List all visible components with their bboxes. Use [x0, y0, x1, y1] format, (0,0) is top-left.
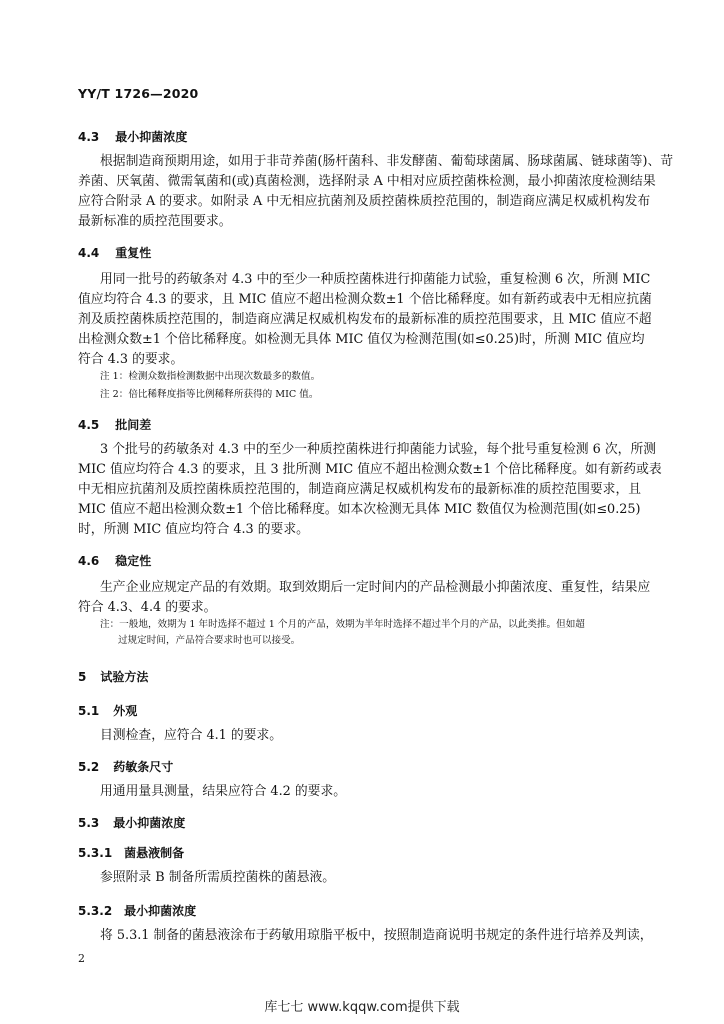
- paragraph-line: MIC 值应均符合 4.3 的要求，且 3 批所测 MIC 值应不超出检测众数±1 个倍比稀释度。如有新药或表: [78, 462, 662, 477]
- paragraph-line: 3 个批号的药敏条对 4.3 中的至少一种质控菌株进行抑菌能力试验，每个批号重复检测 6 次，所测: [100, 442, 657, 457]
- paragraph-line: 将 5.3.1 制备的菌悬液涂布于药敏用琼脂平板中，按照制造商说明书规定的条件进行培养及判读，: [100, 928, 653, 943]
- note: 注 2：倍比稀释度指等比例稀释所获得的 MIC 值。: [100, 389, 319, 400]
- paragraph-line: 参照附录 B 制备所需质控菌株的菌悬液。: [100, 870, 336, 885]
- section-title: 外观: [113, 704, 138, 718]
- paragraph-line: 符合 4.3 的要求。: [78, 352, 184, 367]
- paragraph-line: 最新标准的质控范围要求。: [78, 214, 232, 229]
- section-5-2-heading: [78, 758, 173, 775]
- section-title: 最小抑菌浓度: [115, 130, 188, 144]
- paragraph-line: 时，所测 MIC 值应均符合 4.3 的要求。: [78, 522, 309, 537]
- paragraph-line: 目测检查，应符合 4.1 的要求。: [100, 728, 283, 743]
- page-number: 2: [78, 952, 85, 965]
- download-footer-link[interactable]: 库七七 www.kqqw.com提供下载: [264, 1000, 460, 1015]
- paragraph-line: 用同一批号的药敏条对 4.3 中的至少一种质控菌株进行抑菌能力试验，重复检测 6 次，所测 MIC: [100, 272, 651, 287]
- section-title: 最小抑菌浓度: [113, 816, 186, 830]
- section-number: 5.3.1: [78, 846, 113, 860]
- standard-number: YY/T 1726—2020: [78, 86, 199, 101]
- section-4-3-heading: [78, 128, 187, 145]
- section-5-1-heading: [78, 702, 137, 719]
- section-title: 菌悬液制备: [124, 846, 185, 860]
- section-title: 批间差: [115, 418, 152, 432]
- section-number: 5.3.2: [78, 904, 113, 918]
- paragraph-line: 值应均符合 4.3 的要求，且 MIC 值应不超出检测众数±1 个倍比稀释度。如有新药或表中无相应抗菌: [78, 292, 652, 307]
- section-number: 4.3: [78, 130, 100, 144]
- section-title: 最小抑菌浓度: [124, 904, 197, 918]
- section-4-4-heading: [78, 244, 151, 261]
- paragraph-line: 用通用量具测量，结果应符合 4.2 的要求。: [100, 784, 347, 799]
- section-5-3-heading: [78, 814, 185, 831]
- section-title: 重复性: [115, 246, 152, 260]
- chapter-5-heading: [78, 668, 148, 685]
- section-5-3-2-heading: [78, 902, 196, 919]
- section-number: 5: [78, 670, 87, 684]
- paragraph-line: 应符合附录 A 的要求。如附录 A 中无相应抗菌剂及质控菌株质控范围的，制造商应满足权威机构发布: [78, 194, 651, 209]
- section-title: 试验方法: [100, 670, 149, 684]
- paragraph-line: MIC 值应不超出检测众数±1 个倍比稀释度。如本次检测无具体 MIC 数值仅为检测范围(如≤0.25): [78, 502, 641, 517]
- paragraph-line: 符合 4.3、4.4 的要求。: [78, 600, 217, 615]
- section-title: 稳定性: [115, 554, 152, 568]
- section-4-5-heading: [78, 416, 151, 433]
- paragraph-line: 生产企业应规定产品的有效期。取到效期后一定时间内的产品检测最小抑菌浓度、重复性，结果应: [100, 580, 651, 595]
- section-number: 5.1: [78, 704, 100, 718]
- paragraph-line: 根据制造商预期用途，如用于非苛养菌(肠杆菌科、非发酵菌、葡萄球菌属、肠球菌属、链球菌等)、苛: [100, 154, 674, 169]
- paragraph-line: 中无相应抗菌剂及质控菌株质控范围的，制造商应满足权威机构发布的最新标准的质控范围要求，且: [78, 482, 642, 497]
- section-number: 4.4: [78, 246, 100, 260]
- section-number: 5.2: [78, 760, 100, 774]
- section-number: 4.6: [78, 554, 100, 568]
- note: 注 1：检测众数指检测数据中出现次数最多的数值。: [100, 371, 321, 382]
- note: 注：一般地，效期为 1 年时选择不超过 1 个月的产品，效期为半年时选择不超过半个月的产品，以此类推。但如超: [100, 619, 585, 630]
- section-5-3-1-heading: [78, 844, 184, 861]
- paragraph-line: 养菌、厌氧菌、微需氧菌和(或)真菌检测，选择附录 A 中相对应质控菌株检测，最小抑菌浓度检测结果: [78, 174, 656, 189]
- paragraph-line: 剂及质控菌株质控范围的，制造商应满足权威机构发布的最新标准的质控范围要求，且 MIC 值应不超: [78, 312, 652, 327]
- section-number: 5.3: [78, 816, 100, 830]
- note: 过规定时间，产品符合要求时也可以接受。: [118, 635, 301, 646]
- section-title: 药敏条尺寸: [113, 760, 174, 774]
- paragraph-line: 出检测众数±1 个倍比稀释度。如检测无具体 MIC 值仅为检测范围(如≤0.25)时，所测 MIC 值应均: [78, 332, 645, 347]
- section-number: 4.5: [78, 418, 100, 432]
- section-4-6-heading: [78, 552, 151, 569]
